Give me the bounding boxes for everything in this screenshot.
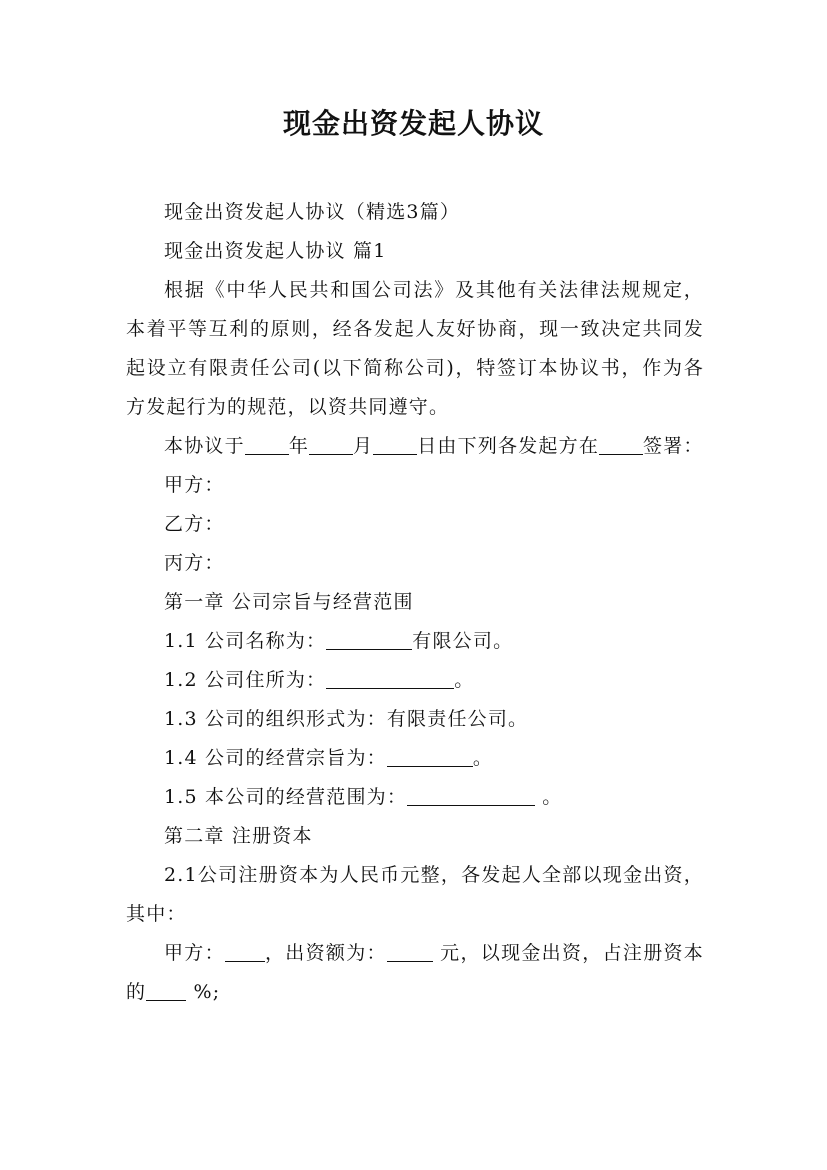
blank-month bbox=[309, 433, 353, 455]
blank-day bbox=[373, 433, 417, 455]
blank-business-purpose bbox=[387, 745, 473, 767]
clause-1-4-text-a: 1.4 公司的经营宗旨为： bbox=[164, 747, 387, 769]
clause-1-5-text-a: 1.5 本公司的经营范围为： bbox=[164, 786, 408, 808]
clause-1-1-text-b: 有限公司。 bbox=[412, 630, 514, 652]
clause-1-4-text-b: 。 bbox=[472, 747, 494, 769]
clause-1-2-text-b: 。 bbox=[454, 669, 475, 691]
blank-company-name bbox=[326, 628, 412, 650]
party-b-line: 乙方： bbox=[164, 513, 225, 535]
contribution-text-a: 甲方： bbox=[164, 942, 225, 964]
blank-contribution-amount bbox=[387, 940, 433, 962]
signing-text-b: 年 bbox=[288, 435, 310, 457]
party-a-contribution bbox=[126, 934, 704, 1012]
blank-company-address bbox=[326, 667, 454, 689]
clause-1-4 bbox=[126, 739, 704, 778]
document-body bbox=[126, 193, 704, 1012]
chapter-one-heading: 第一章 公司宗旨与经营范围 bbox=[164, 591, 414, 613]
signing-text-c: 月 bbox=[353, 435, 374, 457]
party-a-line: 甲方： bbox=[164, 474, 225, 496]
clause-1-1 bbox=[126, 622, 704, 661]
paragraph-collection-title: 现金出资发起人协议（精选3篇） bbox=[164, 201, 461, 223]
signing-text-a: 本协议于 bbox=[164, 435, 245, 457]
blank-year bbox=[245, 433, 289, 455]
chapter-two-heading: 第二章 注册资本 bbox=[164, 825, 313, 847]
blank-party-a-name bbox=[225, 940, 265, 962]
blank-business-scope bbox=[407, 784, 535, 806]
contribution-text-b: ，出资额为： bbox=[264, 942, 387, 964]
document-title: 现金出资发起人协议 bbox=[282, 107, 544, 140]
clause-1-5 bbox=[126, 778, 704, 817]
clause-2-1: 2.1公司注册资本为人民币元整，各发起人全部以现金出资，其中： bbox=[126, 864, 704, 925]
clause-1-5-text-b: 。 bbox=[535, 786, 563, 808]
paragraph-part-heading: 现金出资发起人协议 篇1 bbox=[164, 240, 387, 262]
paragraph-signing-date bbox=[126, 427, 704, 466]
clause-1-3: 1.3 公司的组织形式为：有限责任公司。 bbox=[164, 708, 529, 730]
signing-text-d: 日由下列各发起方在 bbox=[417, 435, 600, 457]
blank-contribution-percent bbox=[146, 979, 186, 1001]
blank-place bbox=[599, 433, 643, 455]
contribution-text-d: %; bbox=[186, 981, 221, 1003]
party-c-line: 丙方： bbox=[164, 552, 225, 574]
clause-1-2-text-a: 1.2 公司住所为： bbox=[164, 669, 327, 691]
contribution-text-c: 元，以现金出资，占注册资本的 bbox=[126, 942, 704, 1003]
paragraph-preamble: 根据《中华人民共和国公司法》及其他有关法律法规规定，本着平等互利的原则，经各发起人友好协商，现一致决定共同发起设立有限责任公司(以下简称公司)，特签订本协议书，作为各方发起行为的规范，以资共同遵守。 bbox=[126, 279, 704, 418]
clause-1-2 bbox=[126, 661, 704, 700]
clause-1-1-text-a: 1.1 公司名称为： bbox=[164, 630, 327, 652]
signing-text-e: 签署： bbox=[643, 435, 704, 457]
